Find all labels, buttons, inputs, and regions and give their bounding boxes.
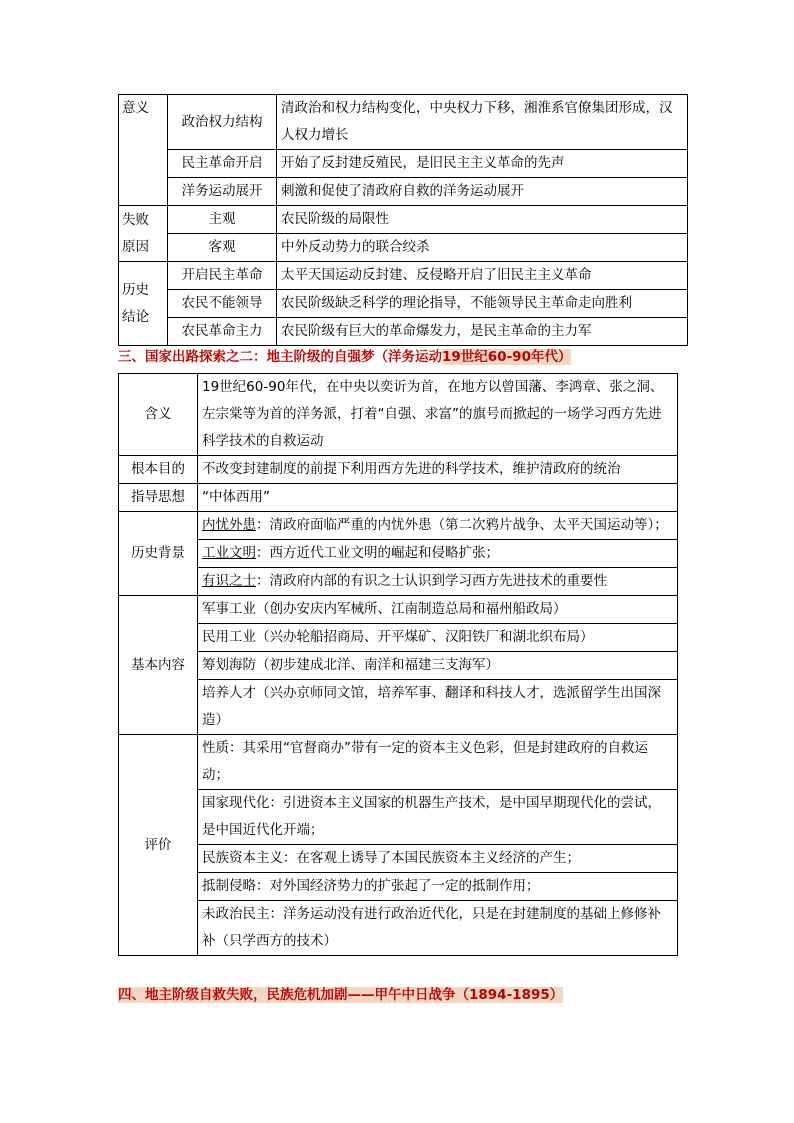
label-fundamental-purpose: 根本目的 xyxy=(119,456,198,484)
row-key: 民主革命开启 xyxy=(168,150,277,178)
content-item: 军事工业（创办安庆内军械所、江南制造总局和福州船政局） xyxy=(198,596,678,624)
evaluation-item: 国家现代化：引进资本主义国家的机器生产技术，是中国早期现代化的尝试，是中国近代化开端； xyxy=(198,790,678,845)
fundamental-purpose-text: 不改变封建制度的前提下利用西方先进的科学技术，维护清政府的统治 xyxy=(198,456,678,484)
content-item: 筹划海防（初步建成北洋、南洋和福建三支海军） xyxy=(198,652,678,680)
content-item: 民用工业（兴办轮船招商局、开平煤矿、汉阳铁厂和湖北织布局） xyxy=(198,624,678,652)
taiping-summary-table xyxy=(118,94,688,346)
row-key: 农民不能领导 xyxy=(168,290,277,318)
row-value: 中外反动势力的联合绞杀 xyxy=(277,234,688,262)
row-key: 主观 xyxy=(168,206,277,234)
label-meaning: 含义 xyxy=(119,374,198,456)
content-item: 培养人才（兴办京师同文馆，培养军事、翻译和科技人才，选派留学生出国深造） xyxy=(198,680,678,735)
category-failure-reasons: 失败 原因 xyxy=(119,206,168,262)
westernization-movement-table xyxy=(118,373,678,956)
evaluation-item: 抵制侵略：对外国经济势力的扩张起了一定的抵制作用； xyxy=(198,873,678,901)
row-key: 政治权力结构 xyxy=(168,95,277,150)
evaluation-item: 性质：其采用“官督商办”带有一定的资本主义色彩，但是封建政府的自救运动； xyxy=(198,735,678,790)
section-heading-4: 四、地主阶级自救失败，民族危机加剧——甲午中日战争（1894-1895） xyxy=(118,987,564,1003)
row-key: 洋务运动展开 xyxy=(168,178,277,206)
row-key: 农民革命主力 xyxy=(168,318,277,346)
row-value: 清政治和权力结构变化，中央权力下移，湘淮系官僚集团形成，汉人权力增长 xyxy=(277,95,688,150)
background-item: 内忧外患：清政府面临严重的内忧外患（第二次鸦片战争、太平天国运动等）； xyxy=(198,512,678,540)
category-significance: 意义 xyxy=(119,95,168,206)
background-item: 有识之士：清政府内部的有识之士认识到学习西方先进技术的重要性 xyxy=(198,568,678,596)
row-key: 客观 xyxy=(168,234,277,262)
label-evaluation: 评价 xyxy=(119,735,198,956)
background-item: 工业文明：西方近代工业文明的崛起和侵略扩张； xyxy=(198,540,678,568)
row-key: 开启民主革命 xyxy=(168,262,277,290)
row-value: 开始了反封建反殖民，是旧民主主义革命的先声 xyxy=(277,150,688,178)
category-historical-conclusion: 历史 结论 xyxy=(119,262,168,346)
row-value: 刺激和促使了清政府自救的洋务运动展开 xyxy=(277,178,688,206)
label-historical-background: 历史背景 xyxy=(119,512,198,596)
meaning-text: 19世纪60-90年代，在中央以奕䜣为首，在地方以曾国藩、李鸿章、张之洞、左宗棠等为首的洋务派，打着“自强、求富”的旗号而掀起的一场学习西方先进科学技术的自救运动 xyxy=(198,374,678,456)
label-basic-content: 基本内容 xyxy=(119,596,198,735)
row-value: 农民阶级缺乏科学的理论指导，不能领导民主革命走向胜利 xyxy=(277,290,688,318)
label-guiding-ideology: 指导思想 xyxy=(119,484,198,512)
row-value: 太平天国运动反封建、反侵略开启了旧民主主义革命 xyxy=(277,262,688,290)
section-heading-3: 三、国家出路探索之二：地主阶级的自强梦（洋务运动19世纪60-90年代） xyxy=(118,349,572,365)
row-value: 农民阶级的局限性 xyxy=(277,206,688,234)
heading-highlight: 19世纪60-90年代） xyxy=(442,349,572,365)
evaluation-item: 未政治民主：洋务运动没有进行政治近代化，只是在封建制度的基础上修修补补（只学西方的技术） xyxy=(198,901,678,956)
row-value: 农民阶级有巨大的革命爆发力，是民主革命的主力军 xyxy=(277,318,688,346)
evaluation-item: 民族资本主义：在客观上诱导了本国民族资本主义经济的产生； xyxy=(198,845,678,873)
guiding-ideology-text: “中体西用” xyxy=(198,484,678,512)
